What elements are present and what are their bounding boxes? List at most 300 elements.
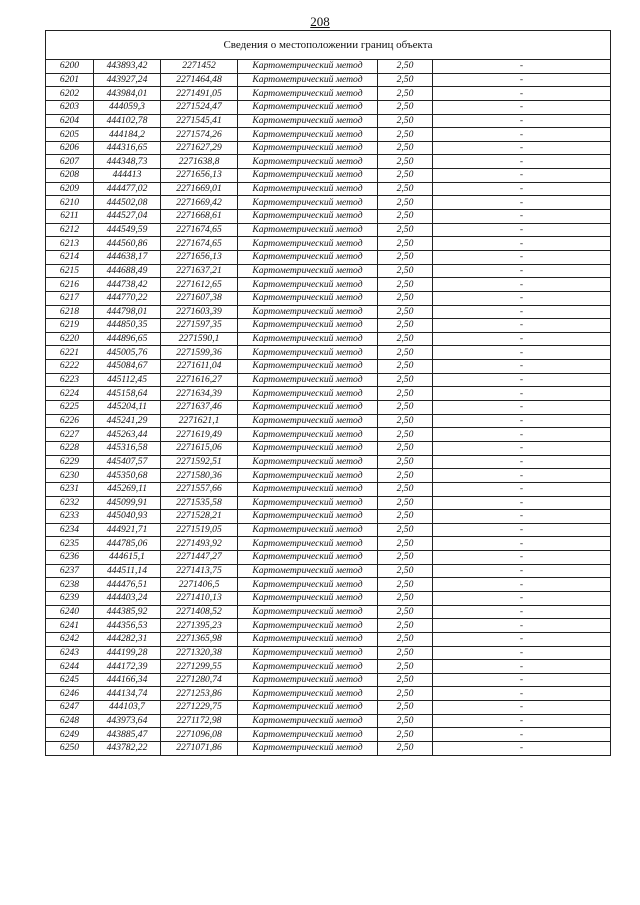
point-number-cell: 6232 bbox=[46, 496, 94, 510]
note-cell: - bbox=[433, 441, 611, 455]
method-cell: Картометрический метод bbox=[238, 578, 378, 592]
method-cell: Картометрический метод bbox=[238, 114, 378, 128]
method-cell: Картометрический метод bbox=[238, 605, 378, 619]
table-row bbox=[46, 632, 611, 646]
table-row bbox=[46, 701, 611, 715]
note-cell: - bbox=[433, 100, 611, 114]
method-cell: Картометрический метод bbox=[238, 469, 378, 483]
point-number-cell: 6213 bbox=[46, 237, 94, 251]
method-cell: Картометрический метод bbox=[238, 128, 378, 142]
point-number-cell: 6211 bbox=[46, 210, 94, 224]
method-cell: Картометрический метод bbox=[238, 428, 378, 442]
x-coordinate-cell: 443782,22 bbox=[94, 742, 161, 756]
note-cell: - bbox=[433, 141, 611, 155]
y-coordinate-cell: 2271656,13 bbox=[161, 169, 238, 183]
table-row bbox=[46, 646, 611, 660]
x-coordinate-cell: 444103,7 bbox=[94, 701, 161, 715]
method-cell: Картометрический метод bbox=[238, 564, 378, 578]
y-coordinate-cell: 2271408,52 bbox=[161, 605, 238, 619]
point-number-cell: 6218 bbox=[46, 305, 94, 319]
note-cell: - bbox=[433, 742, 611, 756]
note-cell: - bbox=[433, 428, 611, 442]
note-cell: - bbox=[433, 250, 611, 264]
point-number-cell: 6224 bbox=[46, 387, 94, 401]
method-cell: Картометрический метод bbox=[238, 223, 378, 237]
point-number-cell: 6234 bbox=[46, 523, 94, 537]
y-coordinate-cell: 2271464,48 bbox=[161, 73, 238, 87]
note-cell: - bbox=[433, 401, 611, 415]
point-number-cell: 6215 bbox=[46, 264, 94, 278]
x-coordinate-cell: 444798,01 bbox=[94, 305, 161, 319]
point-number-cell: 6226 bbox=[46, 414, 94, 428]
y-coordinate-cell: 2271557,66 bbox=[161, 482, 238, 496]
note-cell: - bbox=[433, 387, 611, 401]
note-cell: - bbox=[433, 660, 611, 674]
point-number-cell: 6248 bbox=[46, 714, 94, 728]
y-coordinate-cell: 2271574,26 bbox=[161, 128, 238, 142]
method-cell: Картометрический метод bbox=[238, 100, 378, 114]
note-cell: - bbox=[433, 510, 611, 524]
accuracy-cell: 2,50 bbox=[378, 196, 433, 210]
y-coordinate-cell: 2271493,92 bbox=[161, 537, 238, 551]
x-coordinate-cell: 445005,76 bbox=[94, 346, 161, 360]
point-number-cell: 6207 bbox=[46, 155, 94, 169]
table-row bbox=[46, 455, 611, 469]
accuracy-cell: 2,50 bbox=[378, 551, 433, 565]
table-row bbox=[46, 155, 611, 169]
table-row bbox=[46, 660, 611, 674]
accuracy-cell: 2,50 bbox=[378, 87, 433, 101]
method-cell: Картометрический метод bbox=[238, 141, 378, 155]
point-number-cell: 6239 bbox=[46, 591, 94, 605]
y-coordinate-cell: 2271674,65 bbox=[161, 223, 238, 237]
x-coordinate-cell: 444549,59 bbox=[94, 223, 161, 237]
note-cell: - bbox=[433, 414, 611, 428]
table-row bbox=[46, 564, 611, 578]
table-row bbox=[46, 551, 611, 565]
point-number-cell: 6208 bbox=[46, 169, 94, 183]
table-row bbox=[46, 714, 611, 728]
y-coordinate-cell: 2271580,36 bbox=[161, 469, 238, 483]
accuracy-cell: 2,50 bbox=[378, 414, 433, 428]
point-number-cell: 6246 bbox=[46, 687, 94, 701]
method-cell: Картометрический метод bbox=[238, 305, 378, 319]
y-coordinate-cell: 2271535,58 bbox=[161, 496, 238, 510]
note-cell: - bbox=[433, 551, 611, 565]
accuracy-cell: 2,50 bbox=[378, 673, 433, 687]
point-number-cell: 6210 bbox=[46, 196, 94, 210]
x-coordinate-cell: 444511,14 bbox=[94, 564, 161, 578]
method-cell: Картометрический метод bbox=[238, 714, 378, 728]
accuracy-cell: 2,50 bbox=[378, 578, 433, 592]
method-cell: Картометрический метод bbox=[238, 591, 378, 605]
accuracy-cell: 2,50 bbox=[378, 537, 433, 551]
table-row bbox=[46, 128, 611, 142]
point-number-cell: 6223 bbox=[46, 373, 94, 387]
accuracy-cell: 2,50 bbox=[378, 428, 433, 442]
note-cell: - bbox=[433, 632, 611, 646]
table-row bbox=[46, 73, 611, 87]
point-number-cell: 6238 bbox=[46, 578, 94, 592]
method-cell: Картометрический метод bbox=[238, 319, 378, 333]
x-coordinate-cell: 445158,64 bbox=[94, 387, 161, 401]
y-coordinate-cell: 2271320,38 bbox=[161, 646, 238, 660]
accuracy-cell: 2,50 bbox=[378, 401, 433, 415]
x-coordinate-cell: 445407,57 bbox=[94, 455, 161, 469]
method-cell: Картометрический метод bbox=[238, 619, 378, 633]
table-row bbox=[46, 332, 611, 346]
x-coordinate-cell: 444403,24 bbox=[94, 591, 161, 605]
x-coordinate-cell: 443984,01 bbox=[94, 87, 161, 101]
method-cell: Картометрический метод bbox=[238, 441, 378, 455]
point-number-cell: 6206 bbox=[46, 141, 94, 155]
point-number-cell: 6244 bbox=[46, 660, 94, 674]
accuracy-cell: 2,50 bbox=[378, 305, 433, 319]
x-coordinate-cell: 444184,2 bbox=[94, 128, 161, 142]
method-cell: Картометрический метод bbox=[238, 537, 378, 551]
note-cell: - bbox=[433, 728, 611, 742]
table-row bbox=[46, 401, 611, 415]
point-number-cell: 6200 bbox=[46, 60, 94, 74]
page-number: 208 bbox=[310, 14, 330, 29]
table-title: Сведения о местоположении границ объекта bbox=[46, 31, 611, 60]
method-cell: Картометрический метод bbox=[238, 455, 378, 469]
accuracy-cell: 2,50 bbox=[378, 169, 433, 183]
table-row bbox=[46, 264, 611, 278]
point-number-cell: 6225 bbox=[46, 401, 94, 415]
accuracy-cell: 2,50 bbox=[378, 701, 433, 715]
x-coordinate-cell: 444770,22 bbox=[94, 291, 161, 305]
x-coordinate-cell: 444785,06 bbox=[94, 537, 161, 551]
table-row bbox=[46, 469, 611, 483]
method-cell: Картометрический метод bbox=[238, 360, 378, 374]
accuracy-cell: 2,50 bbox=[378, 441, 433, 455]
method-cell: Картометрический метод bbox=[238, 387, 378, 401]
y-coordinate-cell: 2271621,1 bbox=[161, 414, 238, 428]
x-coordinate-cell: 445204,11 bbox=[94, 401, 161, 415]
x-coordinate-cell: 444560,86 bbox=[94, 237, 161, 251]
point-number-cell: 6245 bbox=[46, 673, 94, 687]
note-cell: - bbox=[433, 360, 611, 374]
y-coordinate-cell: 2271410,13 bbox=[161, 591, 238, 605]
note-cell: - bbox=[433, 155, 611, 169]
x-coordinate-cell: 444199,28 bbox=[94, 646, 161, 660]
y-coordinate-cell: 2271491,05 bbox=[161, 87, 238, 101]
x-coordinate-cell: 444166,34 bbox=[94, 673, 161, 687]
method-cell: Картометрический метод bbox=[238, 551, 378, 565]
note-cell: - bbox=[433, 523, 611, 537]
accuracy-cell: 2,50 bbox=[378, 482, 433, 496]
accuracy-cell: 2,50 bbox=[378, 319, 433, 333]
method-cell: Картометрический метод bbox=[238, 373, 378, 387]
accuracy-cell: 2,50 bbox=[378, 210, 433, 224]
point-number-cell: 6219 bbox=[46, 319, 94, 333]
accuracy-cell: 2,50 bbox=[378, 291, 433, 305]
table-row bbox=[46, 605, 611, 619]
table-row bbox=[46, 250, 611, 264]
y-coordinate-cell: 2271447,27 bbox=[161, 551, 238, 565]
accuracy-cell: 2,50 bbox=[378, 455, 433, 469]
note-cell: - bbox=[433, 223, 611, 237]
method-cell: Картометрический метод bbox=[238, 482, 378, 496]
x-coordinate-cell: 443885,47 bbox=[94, 728, 161, 742]
method-cell: Картометрический метод bbox=[238, 346, 378, 360]
method-cell: Картометрический метод bbox=[238, 196, 378, 210]
y-coordinate-cell: 2271253,86 bbox=[161, 687, 238, 701]
x-coordinate-cell: 445269,11 bbox=[94, 482, 161, 496]
point-number-cell: 6201 bbox=[46, 73, 94, 87]
table-row bbox=[46, 414, 611, 428]
note-cell: - bbox=[433, 714, 611, 728]
method-cell: Картометрический метод bbox=[238, 210, 378, 224]
note-cell: - bbox=[433, 210, 611, 224]
point-number-cell: 6228 bbox=[46, 441, 94, 455]
note-cell: - bbox=[433, 482, 611, 496]
x-coordinate-cell: 445263,44 bbox=[94, 428, 161, 442]
note-cell: - bbox=[433, 264, 611, 278]
note-cell: - bbox=[433, 673, 611, 687]
x-coordinate-cell: 445350,68 bbox=[94, 469, 161, 483]
x-coordinate-cell: 444527,04 bbox=[94, 210, 161, 224]
x-coordinate-cell: 444356,53 bbox=[94, 619, 161, 633]
table-row bbox=[46, 673, 611, 687]
y-coordinate-cell: 2271637,21 bbox=[161, 264, 238, 278]
x-coordinate-cell: 444638,17 bbox=[94, 250, 161, 264]
table-row bbox=[46, 291, 611, 305]
y-coordinate-cell: 2271452 bbox=[161, 60, 238, 74]
point-number-cell: 6222 bbox=[46, 360, 94, 374]
note-cell: - bbox=[433, 182, 611, 196]
method-cell: Картометрический метод bbox=[238, 182, 378, 196]
note-cell: - bbox=[433, 196, 611, 210]
x-coordinate-cell: 444688,49 bbox=[94, 264, 161, 278]
point-number-cell: 6217 bbox=[46, 291, 94, 305]
x-coordinate-cell: 444850,35 bbox=[94, 319, 161, 333]
y-coordinate-cell: 2271528,21 bbox=[161, 510, 238, 524]
table-row bbox=[46, 60, 611, 74]
x-coordinate-cell: 445112,45 bbox=[94, 373, 161, 387]
point-number-cell: 6240 bbox=[46, 605, 94, 619]
point-number-cell: 6243 bbox=[46, 646, 94, 660]
point-number-cell: 6203 bbox=[46, 100, 94, 114]
point-number-cell: 6250 bbox=[46, 742, 94, 756]
method-cell: Картометрический метод bbox=[238, 401, 378, 415]
y-coordinate-cell: 2271627,29 bbox=[161, 141, 238, 155]
method-cell: Картометрический метод bbox=[238, 278, 378, 292]
x-coordinate-cell: 444282,31 bbox=[94, 632, 161, 646]
y-coordinate-cell: 2271172,98 bbox=[161, 714, 238, 728]
table-row bbox=[46, 441, 611, 455]
y-coordinate-cell: 2271597,35 bbox=[161, 319, 238, 333]
y-coordinate-cell: 2271669,01 bbox=[161, 182, 238, 196]
y-coordinate-cell: 2271365,98 bbox=[161, 632, 238, 646]
note-cell: - bbox=[433, 619, 611, 633]
method-cell: Картометрический метод bbox=[238, 332, 378, 346]
point-number-cell: 6202 bbox=[46, 87, 94, 101]
y-coordinate-cell: 2271619,49 bbox=[161, 428, 238, 442]
y-coordinate-cell: 2271611,04 bbox=[161, 360, 238, 374]
x-coordinate-cell: 445040,93 bbox=[94, 510, 161, 524]
note-cell: - bbox=[433, 332, 611, 346]
y-coordinate-cell: 2271413,75 bbox=[161, 564, 238, 578]
y-coordinate-cell: 2271637,46 bbox=[161, 401, 238, 415]
x-coordinate-cell: 443927,24 bbox=[94, 73, 161, 87]
method-cell: Картометрический метод bbox=[238, 237, 378, 251]
x-coordinate-cell: 444615,1 bbox=[94, 551, 161, 565]
method-cell: Картометрический метод bbox=[238, 673, 378, 687]
method-cell: Картометрический метод bbox=[238, 87, 378, 101]
boundary-coordinates-table bbox=[45, 30, 611, 756]
method-cell: Картометрический метод bbox=[238, 523, 378, 537]
note-cell: - bbox=[433, 578, 611, 592]
point-number-cell: 6220 bbox=[46, 332, 94, 346]
x-coordinate-cell: 444413 bbox=[94, 169, 161, 183]
table-row bbox=[46, 196, 611, 210]
boundary-table-container bbox=[45, 30, 610, 756]
point-number-cell: 6230 bbox=[46, 469, 94, 483]
y-coordinate-cell: 2271524,47 bbox=[161, 100, 238, 114]
point-number-cell: 6235 bbox=[46, 537, 94, 551]
note-cell: - bbox=[433, 346, 611, 360]
x-coordinate-cell: 444385,92 bbox=[94, 605, 161, 619]
table-row bbox=[46, 537, 611, 551]
accuracy-cell: 2,50 bbox=[378, 496, 433, 510]
point-number-cell: 6204 bbox=[46, 114, 94, 128]
x-coordinate-cell: 443893,42 bbox=[94, 60, 161, 74]
x-coordinate-cell: 444477,02 bbox=[94, 182, 161, 196]
method-cell: Картометрический метод bbox=[238, 728, 378, 742]
accuracy-cell: 2,50 bbox=[378, 278, 433, 292]
note-cell: - bbox=[433, 291, 611, 305]
x-coordinate-cell: 445316,58 bbox=[94, 441, 161, 455]
table-row bbox=[46, 360, 611, 374]
method-cell: Картометрический метод bbox=[238, 510, 378, 524]
note-cell: - bbox=[433, 278, 611, 292]
y-coordinate-cell: 2271612,65 bbox=[161, 278, 238, 292]
table-row bbox=[46, 278, 611, 292]
accuracy-cell: 2,50 bbox=[378, 728, 433, 742]
table-row bbox=[46, 237, 611, 251]
note-cell: - bbox=[433, 237, 611, 251]
table-row bbox=[46, 728, 611, 742]
accuracy-cell: 2,50 bbox=[378, 591, 433, 605]
note-cell: - bbox=[433, 537, 611, 551]
table-row bbox=[46, 169, 611, 183]
note-cell: - bbox=[433, 564, 611, 578]
point-number-cell: 6231 bbox=[46, 482, 94, 496]
x-coordinate-cell: 443973,64 bbox=[94, 714, 161, 728]
point-number-cell: 6233 bbox=[46, 510, 94, 524]
point-number-cell: 6249 bbox=[46, 728, 94, 742]
x-coordinate-cell: 444059,3 bbox=[94, 100, 161, 114]
table-row bbox=[46, 210, 611, 224]
table-row bbox=[46, 319, 611, 333]
accuracy-cell: 2,50 bbox=[378, 605, 433, 619]
note-cell: - bbox=[433, 496, 611, 510]
accuracy-cell: 2,50 bbox=[378, 250, 433, 264]
accuracy-cell: 2,50 bbox=[378, 128, 433, 142]
accuracy-cell: 2,50 bbox=[378, 660, 433, 674]
y-coordinate-cell: 2271599,36 bbox=[161, 346, 238, 360]
x-coordinate-cell: 444172,39 bbox=[94, 660, 161, 674]
note-cell: - bbox=[433, 469, 611, 483]
accuracy-cell: 2,50 bbox=[378, 632, 433, 646]
y-coordinate-cell: 2271590,1 bbox=[161, 332, 238, 346]
note-cell: - bbox=[433, 169, 611, 183]
point-number-cell: 6247 bbox=[46, 701, 94, 715]
method-cell: Картометрический метод bbox=[238, 60, 378, 74]
method-cell: Картометрический метод bbox=[238, 250, 378, 264]
y-coordinate-cell: 2271603,39 bbox=[161, 305, 238, 319]
y-coordinate-cell: 2271615,06 bbox=[161, 441, 238, 455]
note-cell: - bbox=[433, 373, 611, 387]
point-number-cell: 6227 bbox=[46, 428, 94, 442]
table-row bbox=[46, 510, 611, 524]
accuracy-cell: 2,50 bbox=[378, 114, 433, 128]
note-cell: - bbox=[433, 73, 611, 87]
note-cell: - bbox=[433, 128, 611, 142]
method-cell: Картометрический метод bbox=[238, 73, 378, 87]
y-coordinate-cell: 2271656,13 bbox=[161, 250, 238, 264]
method-cell: Картометрический метод bbox=[238, 632, 378, 646]
y-coordinate-cell: 2271519,05 bbox=[161, 523, 238, 537]
y-coordinate-cell: 2271607,38 bbox=[161, 291, 238, 305]
table-row bbox=[46, 387, 611, 401]
note-cell: - bbox=[433, 305, 611, 319]
accuracy-cell: 2,50 bbox=[378, 646, 433, 660]
method-cell: Картометрический метод bbox=[238, 264, 378, 278]
note-cell: - bbox=[433, 455, 611, 469]
accuracy-cell: 2,50 bbox=[378, 523, 433, 537]
point-number-cell: 6236 bbox=[46, 551, 94, 565]
table-title-row bbox=[46, 31, 611, 60]
table-row bbox=[46, 523, 611, 537]
y-coordinate-cell: 2271674,65 bbox=[161, 237, 238, 251]
accuracy-cell: 2,50 bbox=[378, 60, 433, 74]
point-number-cell: 6214 bbox=[46, 250, 94, 264]
x-coordinate-cell: 445241,29 bbox=[94, 414, 161, 428]
note-cell: - bbox=[433, 591, 611, 605]
accuracy-cell: 2,50 bbox=[378, 73, 433, 87]
x-coordinate-cell: 444896,65 bbox=[94, 332, 161, 346]
table-row bbox=[46, 482, 611, 496]
accuracy-cell: 2,50 bbox=[378, 182, 433, 196]
method-cell: Картометрический метод bbox=[238, 414, 378, 428]
table-row bbox=[46, 114, 611, 128]
accuracy-cell: 2,50 bbox=[378, 619, 433, 633]
accuracy-cell: 2,50 bbox=[378, 141, 433, 155]
accuracy-cell: 2,50 bbox=[378, 714, 433, 728]
point-number-cell: 6212 bbox=[46, 223, 94, 237]
y-coordinate-cell: 2271299,55 bbox=[161, 660, 238, 674]
x-coordinate-cell: 445084,67 bbox=[94, 360, 161, 374]
accuracy-cell: 2,50 bbox=[378, 264, 433, 278]
x-coordinate-cell: 445099,91 bbox=[94, 496, 161, 510]
accuracy-cell: 2,50 bbox=[378, 237, 433, 251]
x-coordinate-cell: 444738,42 bbox=[94, 278, 161, 292]
note-cell: - bbox=[433, 114, 611, 128]
x-coordinate-cell: 444102,78 bbox=[94, 114, 161, 128]
table-row bbox=[46, 223, 611, 237]
method-cell: Картометрический метод bbox=[238, 496, 378, 510]
accuracy-cell: 2,50 bbox=[378, 100, 433, 114]
method-cell: Картометрический метод bbox=[238, 701, 378, 715]
table-row bbox=[46, 346, 611, 360]
method-cell: Картометрический метод bbox=[238, 660, 378, 674]
table-row bbox=[46, 141, 611, 155]
method-cell: Картометрический метод bbox=[238, 291, 378, 305]
y-coordinate-cell: 2271096,08 bbox=[161, 728, 238, 742]
